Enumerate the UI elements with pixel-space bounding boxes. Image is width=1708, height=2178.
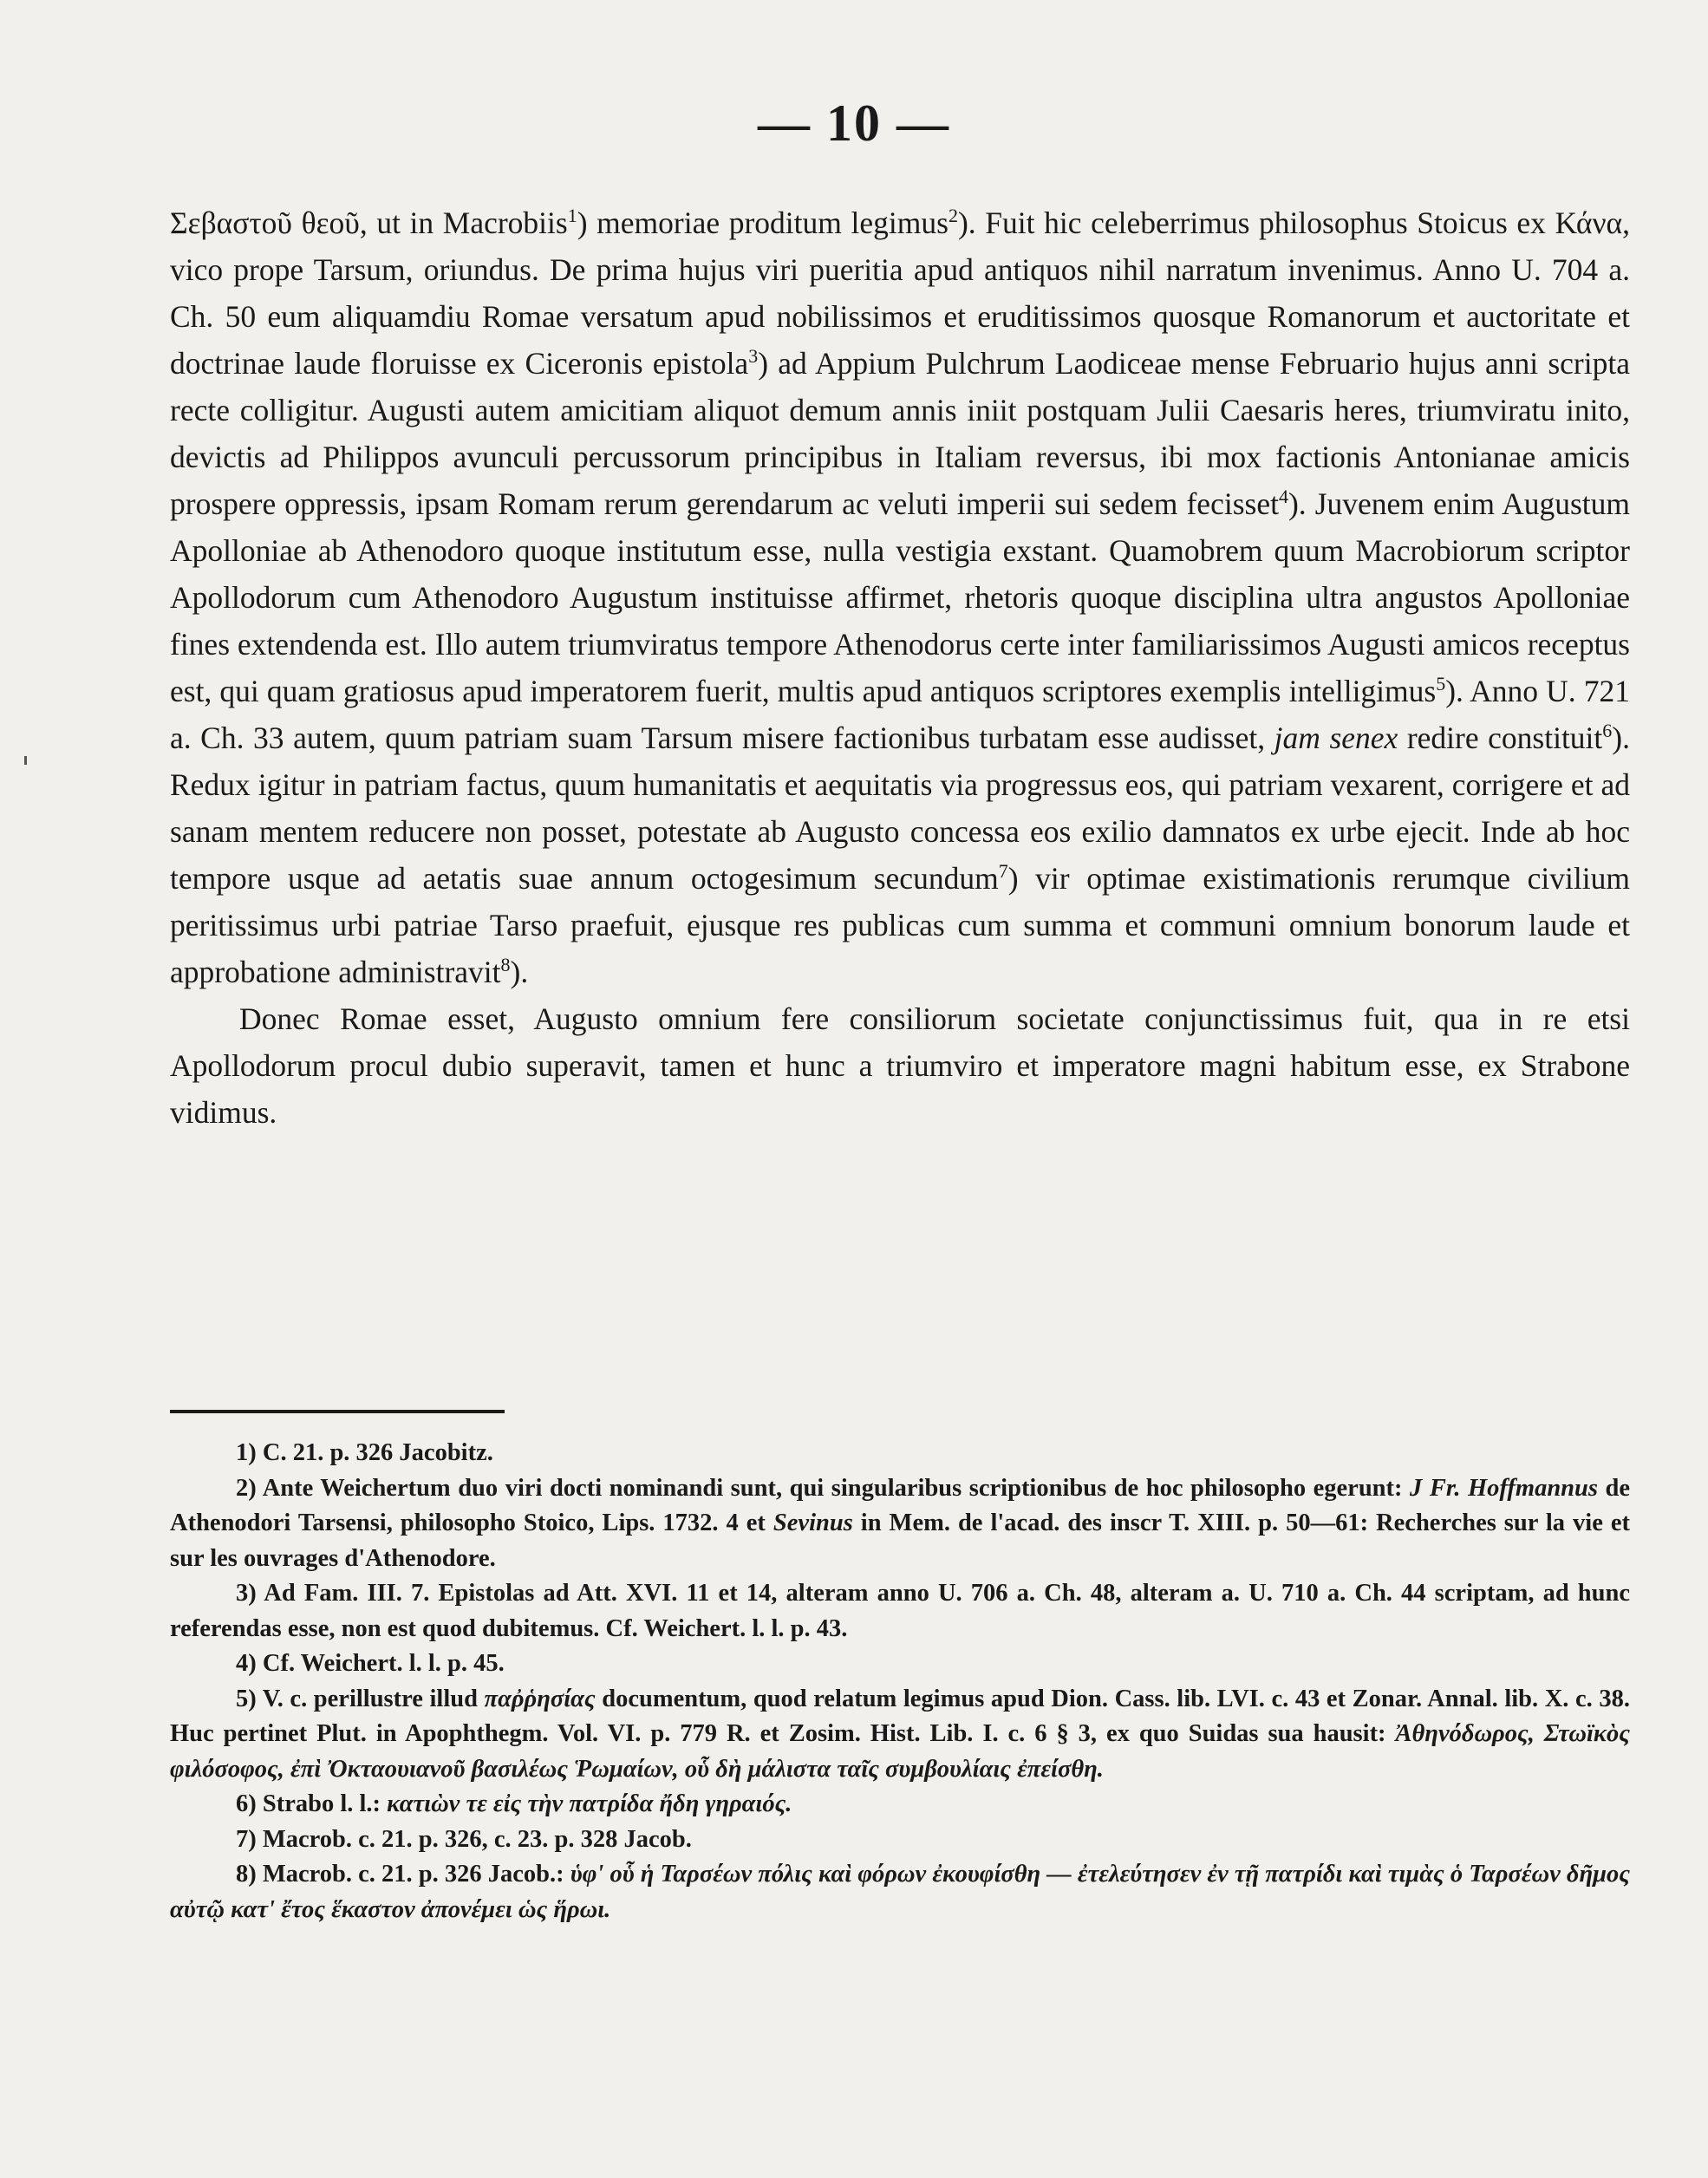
footnote-text-run: 1) C. 21. p. 326 Jacobitz.	[236, 1439, 493, 1466]
footnote-ref: 8	[500, 954, 511, 976]
footnote-ref: 4	[1278, 486, 1288, 508]
paragraph-1	[170, 199, 1630, 995]
footnote-text-run: in Mem. de l'acad. des inscr T. XIII. p. 50—61: Recherches sur la vie et sur les ouvrages d'Athenodore.	[170, 1510, 1630, 1572]
body-text-run: ). Fuit hic celeberrimus philosophus Stoicus ex Κάνα, vico prope Tarsum, oriundus. De prima hujus viri pueritia apud antiquos nihil narratum invenimus. Anno U. 704 a. Ch. 50 eum aliquamdiu Romae versatum apud nobilissimos et eruditissimos quosque Romanorum et auctoritate et doctrinae laude floruisse ex Ciceronis epistola	[170, 205, 1630, 381]
footnote-text-run: 7) Macrob. c. 21. p. 326, c. 23. p. 328 Jacob.	[236, 1825, 692, 1853]
margin-mark	[24, 756, 27, 765]
body-text-run: redire constituit	[1398, 721, 1603, 755]
footnote-ref: 5	[1436, 673, 1446, 695]
footnote-ref: 2	[948, 205, 958, 227]
body-text-run: ) vir optimae existimationis rerumque civilium peritissimus urbi patriae Tarso praefuit, ejusque res publicas cum summa et communi omnium bonorum laude et approbatione administravit	[170, 861, 1630, 989]
footnote-text-run: 6) Strabo l. l.:	[236, 1790, 388, 1817]
footnote-text-run: 8) Macrob. c. 21. p. 326 Jacob.:	[236, 1861, 570, 1888]
body-text-run: ) ad Appium Pulchrum Laodiceae mense Februario hujus anni scripta recte colligitur. Augusti autem amicitiam aliquot demum annis iniit postquam Julii Caesaris heres, triumviratu inito, devictis ad Philippos avunculi percussorum principibus in Italiam reversus, ibi mox factionis Antonianae amicis prospere oppressis, ipsam Romam rerum gerendarum ac veluti imperii sui sedem fecisset	[170, 346, 1630, 521]
body-text-run: ).	[510, 955, 529, 989]
footnote-2	[170, 1471, 1630, 1577]
body-italic-run: jam senex	[1274, 721, 1398, 755]
footnote-italic-run: Sevinus	[773, 1510, 853, 1536]
footnote-6	[170, 1787, 1630, 1823]
footnote-text-run: 4) Cf. Weichert. l. l. p. 45.	[236, 1650, 505, 1677]
main-text	[170, 199, 1630, 1136]
body-text-run: ). Redux igitur in patriam factus, quum humanitatis et aequitatis via progressus eos, qui patriam vexarent, corrigere et ad sanam mentem reducere non posset, potestate ab Augusto concessa eos exilio damnatos ex urbe ejecit. Inde ab hoc tempore usque ad aetatis suae annum octogesimum secundum	[170, 721, 1630, 896]
footnote-3	[170, 1576, 1630, 1647]
footnote-5	[170, 1682, 1630, 1788]
page-number: — 10 —	[758, 95, 950, 152]
footnote-1	[170, 1436, 1630, 1471]
body-text-run: ). Juvenem enim Augustum Apolloniae ab Athenodoro quoque institutum esse, nulla vestigia exstant. Quamobrem quum Macrobiorum scriptor Apollodorum cum Athenodoro Augustum instituisse affirmet, rhetoris quoque disciplina ultra angustos Apolloniae fines extendenda est. Illo autem triumviratus tempore Athenodorus certe inter familiarissimos Augusti amicos receptus est, qui quam gratiosus apud imperatorem fuerit, multis apud antiquos scriptores exemplis intelligimus	[170, 486, 1630, 708]
paragraph-2: Donec Romae esset, Augusto omnium fere consiliorum societate conjunctissimus fuit, qua in re etsi Apollodorum procul dubio superavit, tamen et hunc a triumviro et imperatore magni habitum esse, ex Strabone vidimus.	[170, 1001, 1630, 1130]
footnote-italic-run: Ἀθηνόδωρος, Στωϊκὸς φιλόσοφος, ἐπὶ Ὀκταουιανοῦ βασιλέως Ῥωμαίων, οὗ δὴ μάλιστα ταῖς συμβουλίαις ἐπείσθη.	[170, 1720, 1630, 1783]
footnote-italic-run: J Fr. Hoffmannus	[1410, 1474, 1598, 1502]
footnote-text-run: documentum, quod relatum legimus apud Dion. Cass. lib. LVI. c. 43 et Zonar. Annal. lib. X. c. 38. Huc pertinet Plut. in Apophthegm. Vol. VI. p. 779 R. et Zosim. Hist. Lib. I. c. 6 § 3, ex quo Suidas sua hausit:	[170, 1685, 1630, 1747]
body-text-run: Σεβαστοῦ θεοῦ, ut in Macrobiis	[170, 205, 568, 240]
footnote-ref: 1	[567, 205, 577, 227]
footnote-italic-run: κατιὼν τε εἰς τὴν πατρίδα ἤδη γηραιός.	[387, 1790, 792, 1817]
footnote-ref: 3	[748, 345, 759, 368]
footnote-italic-run: ὑφ' οὗ ἡ Ταρσέων πόλις καὶ φόρων ἐκουφίσθη — ἐτελεύτησεν ἐν τῇ πατρίδι καὶ τιμὰς ὁ Ταρσέων δῆμος αὐτῷ κατ' ἔτος ἕκαστον ἀπονέμει ὡς ἥρωι.	[170, 1861, 1630, 1923]
footnote-italic-run: παῤῥησίας	[484, 1685, 596, 1712]
footnote-8	[170, 1857, 1630, 1927]
body-text-run: ) memoriae proditum legimus	[577, 205, 949, 240]
footnote-text-run: 5) V. c. perillustre illud	[236, 1685, 485, 1712]
footnote-ref: 7	[998, 860, 1008, 883]
footnote-divider	[170, 1410, 505, 1413]
footnote-7	[170, 1823, 1630, 1858]
footnotes	[170, 1436, 1630, 1927]
footnote-ref: 6	[1602, 720, 1613, 742]
footnote-text-run: de Athenodori Tarsensi, philosopho Stoico, Lips. 1732. 4 et	[170, 1474, 1631, 1536]
footnote-4	[170, 1647, 1630, 1682]
body-text-run: ). Anno U. 721 a. Ch. 33 autem, quum patriam suam Tarsum misere factionibus turbatam esse audisset,	[170, 674, 1630, 755]
footnote-text-run: 2) Ante Weichertum duo viri docti nominandi sunt, qui singularibus scriptionibus de hoc philosopho egerunt:	[236, 1474, 1411, 1502]
footnote-text-run: 3) Ad Fam. III. 7. Epistolas ad Att. XVI. 11 et 14, alteram anno U. 706 a. Ch. 48, alteram a. U. 710 a. Ch. 44 scriptam, ad hunc referendas esse, non est quod dubitemus. Cf. Weichert. l. l. p. 43.	[170, 1580, 1630, 1642]
